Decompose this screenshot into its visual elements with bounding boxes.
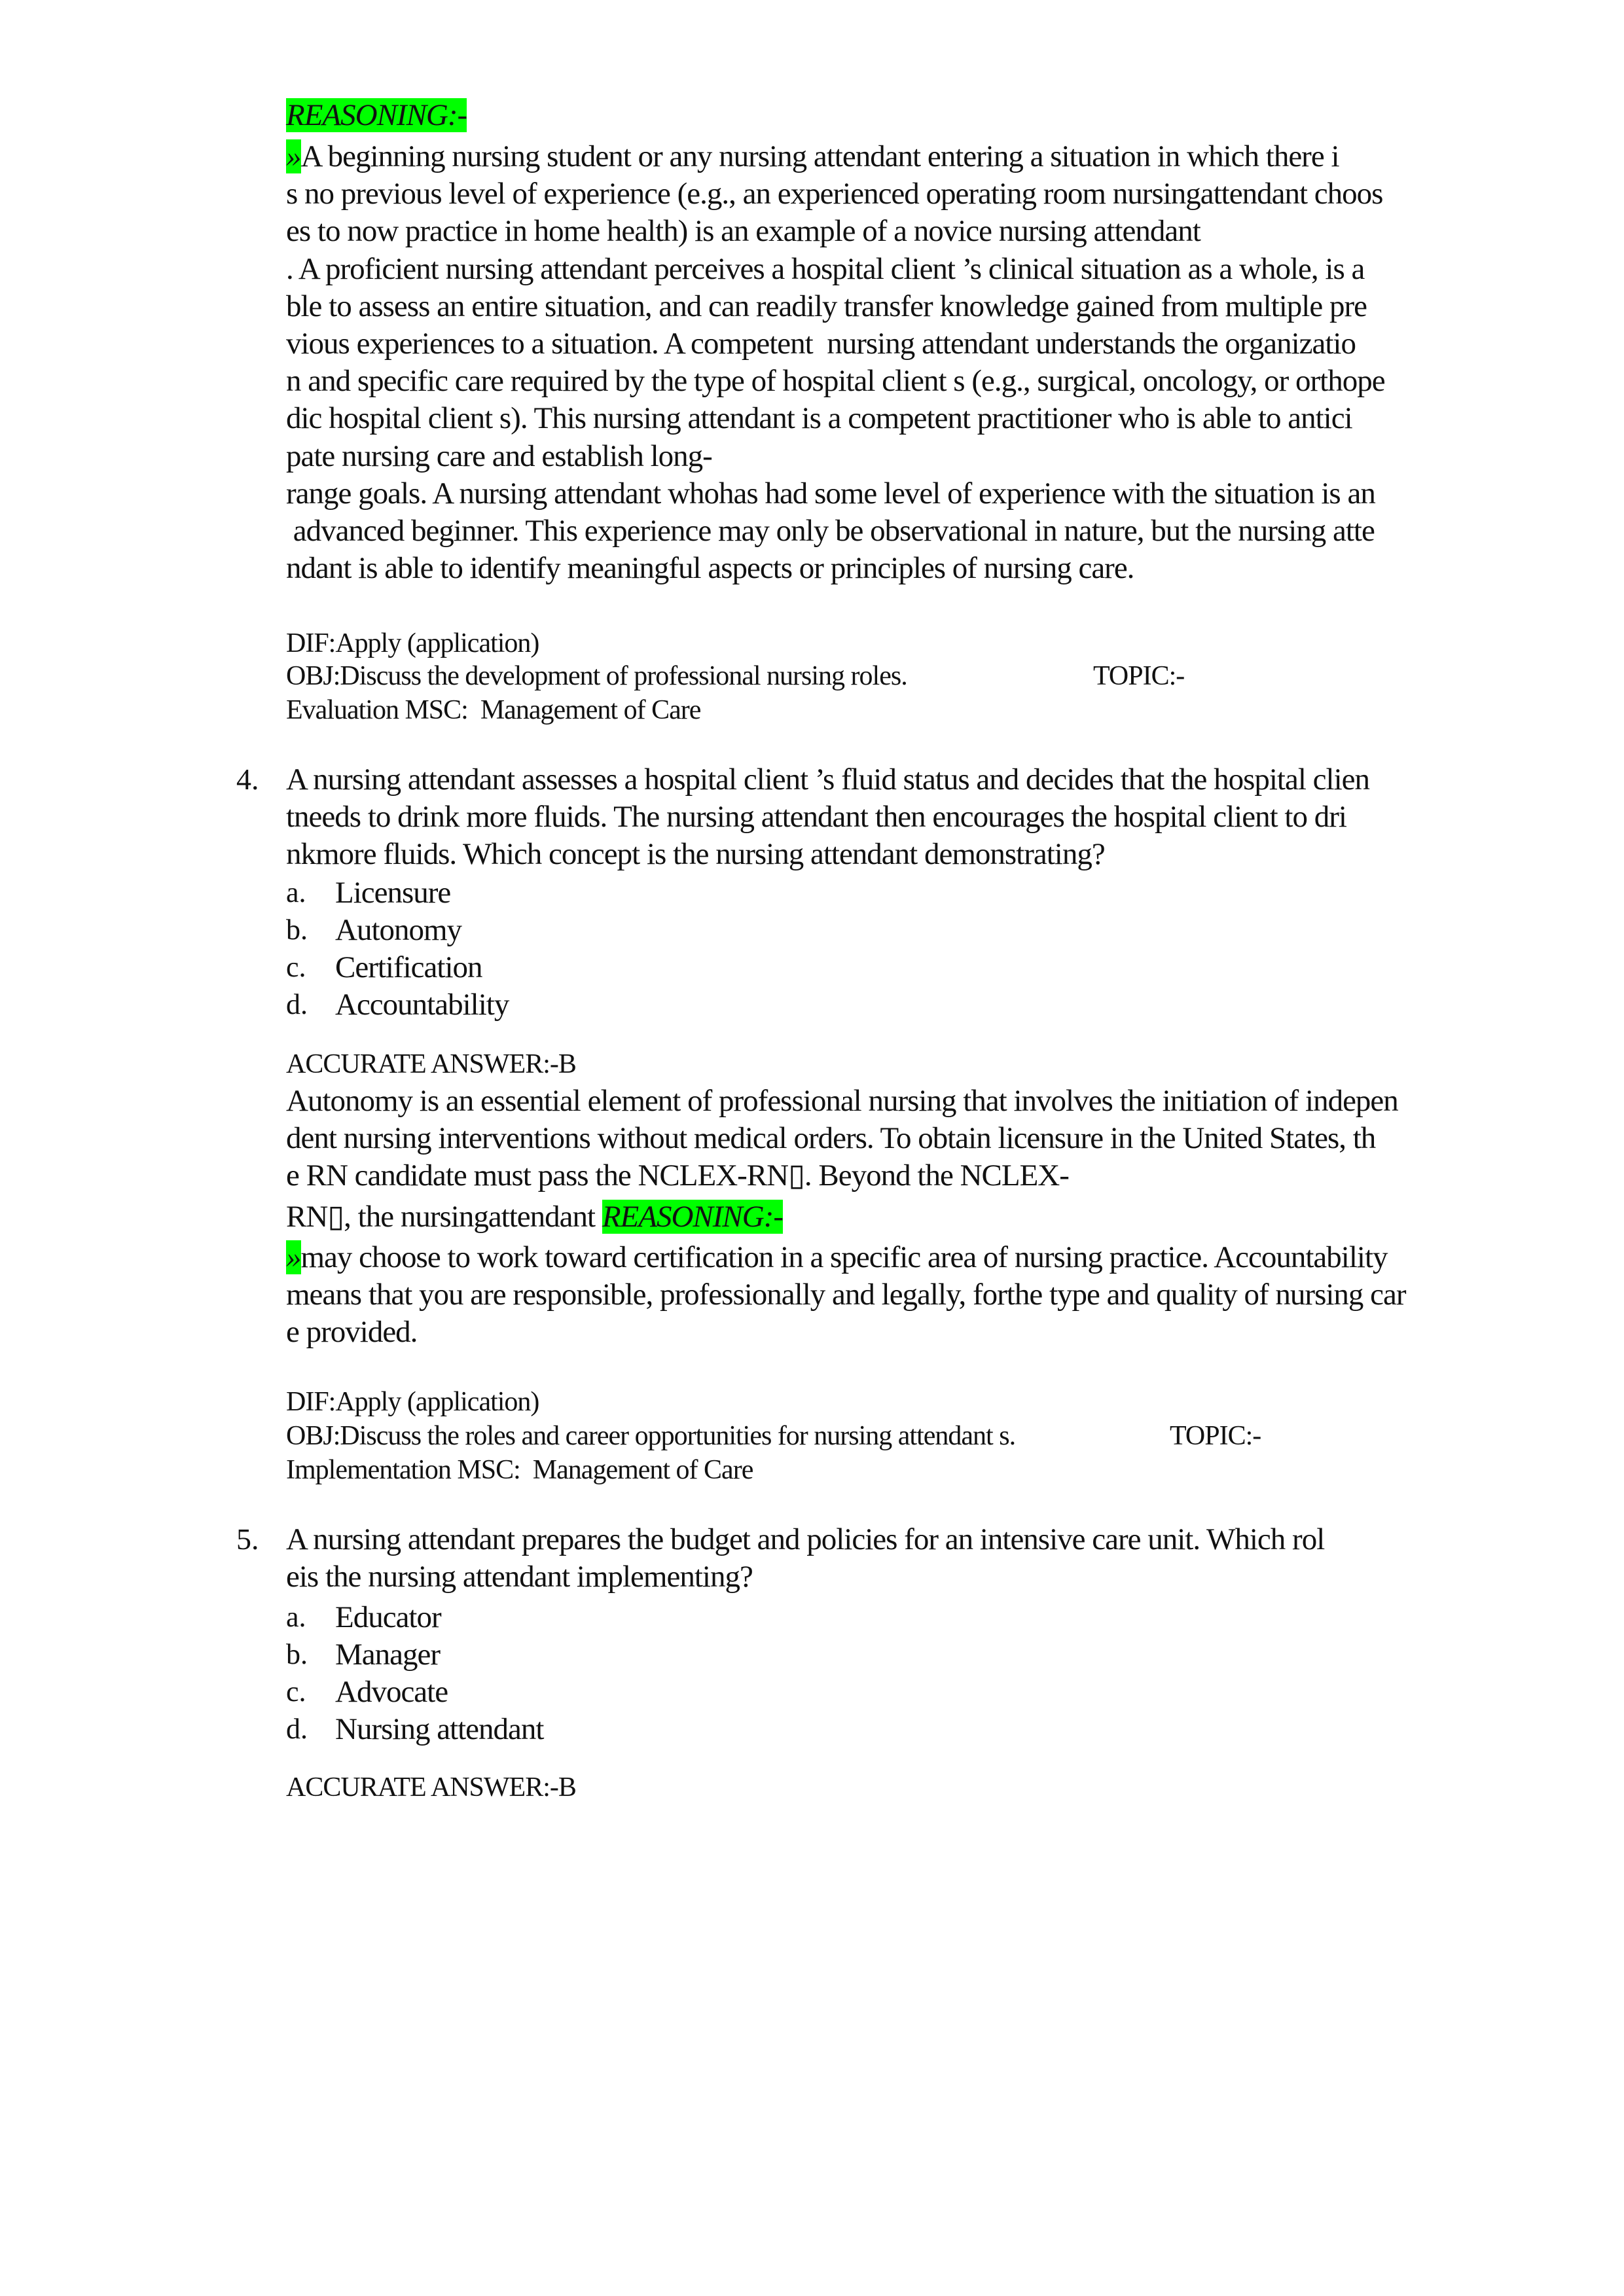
question-text-line: A nursing attendant assesses a hospital client ’s fluid status and decides that the hospital clien	[286, 762, 1369, 797]
reasoning-label: REASONING:-	[602, 1200, 784, 1234]
rationale-text: may choose to work toward certification in a specific area of nursing practice. Accountability	[300, 1240, 1388, 1274]
option-text: Licensure	[335, 876, 451, 910]
question-text-line: A nursing attendant prepares the budget and policies for an intensive care unit. Which rol	[286, 1522, 1325, 1556]
reasoning-label: REASONING:-	[286, 98, 467, 132]
reasoning-line: vious experiences to a situation. A competent nursing attendant understands the organizatio	[286, 327, 1356, 361]
msc-line: Implementation MSC: Management of Care	[286, 1455, 753, 1485]
option-text: Advocate	[335, 1675, 448, 1709]
question-4-number: 4.	[236, 762, 259, 796]
q5-answer: ACCURATE ANSWER:-B	[286, 1772, 576, 1803]
option-text: Accountability	[335, 988, 509, 1022]
topic-label: TOPIC:-	[1093, 661, 1185, 691]
question-text-line: eis the nursing attendant implementing?	[286, 1560, 753, 1594]
reasoning-line	[286, 137, 1339, 176]
reasoning-line: ble to assess an entire situation, and can readily transfer knowledge gained from multiple pre	[286, 289, 1367, 323]
option-text: Certification	[335, 950, 482, 984]
question-5-number: 5.	[236, 1522, 259, 1556]
option-text: Educator	[335, 1600, 441, 1634]
msc-line: Evaluation MSC: Management of Care	[286, 695, 701, 725]
marker-icon: »	[286, 139, 301, 173]
marker-icon: »	[286, 1240, 301, 1274]
reasoning-line: ndant is able to identify meaningful aspects or principles of nursing care.	[286, 551, 1134, 586]
reasoning-line: n and specific care required by the type of hospital client s (e.g., surgical, oncology, or orthope	[286, 364, 1385, 399]
option-letter: b.	[286, 914, 308, 946]
option-letter: d.	[286, 1713, 308, 1745]
rationale-line	[286, 1238, 1388, 1277]
option-letter: d.	[286, 988, 308, 1020]
q4-rationale-line	[286, 1197, 783, 1236]
option-letter: b.	[286, 1638, 308, 1670]
reasoning-line: es to now practice in home health) is an example of a novice nursing attendant	[286, 214, 1200, 249]
rationale-line: dent nursing interventions without medical orders. To obtain licensure in the United States, th	[286, 1121, 1376, 1156]
option-letter: c.	[286, 951, 306, 983]
rationale-line: e RN candidate must pass the NCLEX-RN▯. Beyond the NCLEX-	[286, 1158, 1069, 1193]
q4-answer: ACCURATE ANSWER:-B	[286, 1049, 576, 1079]
reasoning-line: range goals. A nursing attendant whohas had some level of experience with the situation is an	[286, 476, 1375, 511]
topic-label: TOPIC:-	[1170, 1421, 1261, 1451]
obj-line: OBJ:Discuss the development of professional nursing roles.	[286, 661, 907, 691]
reasoning-line: s no previous level of experience (e.g., an experienced operating room nursingattendant choos	[286, 177, 1383, 211]
dif-line: DIF:Apply (application)	[286, 1387, 539, 1417]
option-text: Nursing attendant	[335, 1712, 544, 1746]
reasoning-line: . A proficient nursing attendant perceives a hospital client ’s clinical situation as a whole, is a	[286, 251, 1365, 286]
reasoning-line: dic hospital client s). This nursing attendant is a competent practitioner who is able to antici	[286, 401, 1352, 436]
option-text: Manager	[335, 1638, 441, 1672]
rationale-line: e provided.	[286, 1315, 418, 1350]
reasoning-line: pate nursing care and establish long-	[286, 439, 712, 473]
reasoning-heading	[286, 96, 467, 135]
reasoning-line: advanced beginner. This experience may only be observational in nature, but the nursing atte	[286, 514, 1375, 548]
question-text-line: nkmore fluids. Which concept is the nursing attendant demonstrating?	[286, 837, 1105, 872]
rationale-text: RN▯, the nursingattendant	[286, 1200, 602, 1234]
rationale-line: means that you are responsible, professionally and legally, forthe type and quality of nursing car	[286, 1278, 1406, 1312]
rationale-line: Autonomy is an essential element of professional nursing that involves the initiation of indepen	[286, 1084, 1398, 1118]
dif-line: DIF:Apply (application)	[286, 628, 539, 658]
option-text: Autonomy	[335, 913, 462, 947]
option-letter: a.	[286, 876, 306, 908]
option-letter: a.	[286, 1601, 306, 1633]
reasoning-text: A beginning nursing student or any nursing attendant entering a situation in which there i	[300, 139, 1339, 173]
question-text-line: tneeds to drink more fluids. The nursing attendant then encourages the hospital client to dri	[286, 800, 1346, 834]
obj-line: OBJ:Discuss the roles and career opportunities for nursing attendant s.	[286, 1421, 1016, 1451]
option-letter: c.	[286, 1676, 306, 1708]
